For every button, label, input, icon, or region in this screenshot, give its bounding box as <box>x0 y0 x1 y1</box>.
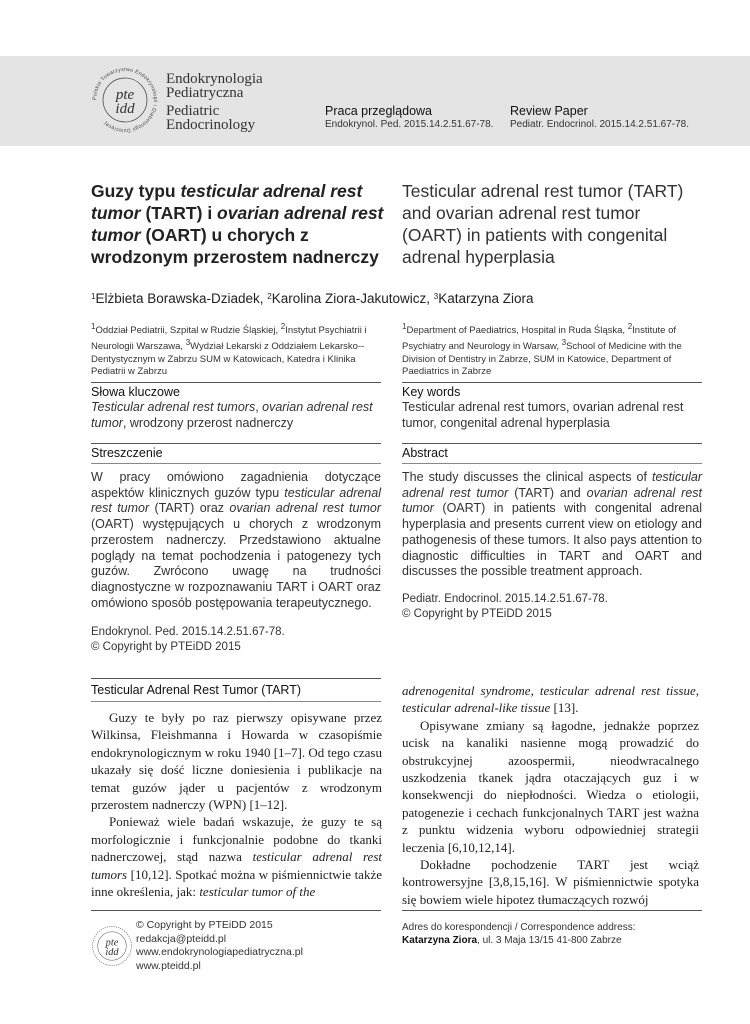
journal-name-en-1: Pediatric <box>166 103 220 119</box>
journal-seal-logo <box>88 63 162 137</box>
abstract-citation-en: Pediatr. Endocrinol. 2015.14.2.51.67-78. © Copyright by PTEiDD 2015 <box>402 593 608 620</box>
body-paragraph: Dokładne pochodzenie TART jest wciąż kontrowersyjne [3,8,15,16]. W piśmiennictwie spotyka się bowiem wiele hipotez tłumaczących rozwój <box>402 857 699 907</box>
footer-contact <box>136 919 303 973</box>
divider <box>91 382 381 383</box>
journal-name-pl-2: Pediatryczna <box>166 85 244 101</box>
keywords-heading-en: Key words <box>402 385 461 399</box>
body-paragraph: Ponieważ wiele badań wskazuje, że guzy te są morfologicznie i funkcjonalnie podobne do tkanki nadnerczowej, stąd nazwa testicular adrenal rest tumors [10,12]. Spotkać można w piśmiennictwie także inne określenia, jak: testicular tumor of the <box>91 814 382 900</box>
keywords-heading-pl: Słowa kluczowe <box>91 385 180 399</box>
title-pl: Guzy typu testicular adrenal rest tumor (TART) i ovarian adrenal rest tumor (OART) u chorych z wrodzonym przerostem nadnerczy <box>91 181 384 267</box>
divider <box>91 443 381 444</box>
keywords-body-pl: Testicular adrenal rest tumors, ovarian adrenal rest tumor, wrodzony przerost nadnerczy <box>91 400 373 430</box>
correspondence-label: Adres do korespondencji / Correspondence address: <box>402 922 636 933</box>
seal-ring-text: Polskie Towarzystwo Endokrynologii i Diabetologii Dziecięcej <box>91 66 159 134</box>
svg-text:idd: idd <box>115 101 135 117</box>
paper-citation-en: Pediatr. Endocrinol. 2015.14.2.51.67-78. <box>510 119 690 130</box>
body-paragraph: adrenogenital syndrome, testicular adrenal rest tissue, testicular adrenal-like tissue [13]. <box>402 683 699 716</box>
correspondence-address <box>402 921 635 947</box>
abstract-body-pl: W pracy omówiono zagadnienia dotyczące aspektów klinicznych guzów typu testicular adrenal rest tumor (TART) oraz ovarian adrenal rest tumor (OART) występujących u chorych z wrodzonym przerostem nadnerczy. Przedstawiono aktualne poglądy na temat pochodzenia i patogenezy tych guzów. Zwrócono uwagę na trudności diagnostyczne w rozpoznawaniu TART i OART oraz omówiono sposób postępowania terapeutycznego. <box>91 470 382 610</box>
divider <box>402 910 702 911</box>
svg-text:pte: pte <box>105 937 119 949</box>
paper-type-label-en: Review Paper <box>510 104 588 118</box>
paper-type-pl <box>325 104 493 130</box>
footer-copyright: © Copyright by PTEiDD 2015 <box>136 919 273 931</box>
correspondence-detail: Katarzyna Ziora, ul. 3 Maja 13/15 41-800 Zabrze <box>402 935 622 946</box>
footer-seal-logo <box>88 922 136 970</box>
svg-text:idd: idd <box>105 947 119 959</box>
divider <box>402 382 702 383</box>
journal-name-pl-1: Endokrynologia <box>166 71 263 87</box>
keywords-body-en: Testicular adrenal rest tumors, ovarian adrenal rest tumor, congenital adrenal hyperplasia <box>402 400 684 430</box>
abstract-body-en: The study discusses the clinical aspects of testicular adrenal rest tumor (TART) and ovarian adrenal rest tumor (OART) in patients with congenital adrenal hyperplasia and presents current view on etiology and pathogenesis of these tumors. It also pays attention to diagnostic difficulties in TART and OART and discusses the possible treatment approach. <box>402 470 703 579</box>
affiliations-en: $^1$Department of Paediatrics, Hospital in Ruda Śląska, $^2$Institute of Psychiatry and Neurology in Warsaw, $^3$School of Medicine with the Division of Dentistry in Zabrze, SUM in Katowice, Department of Paediatrics in Zabrze <box>402 322 682 378</box>
divider <box>91 678 381 679</box>
journal-name-en-2: Endocrinology <box>166 117 256 133</box>
paper-citation-pl: Endokrynol. Ped. 2015.14.2.51.67-78. <box>325 119 494 130</box>
divider <box>91 701 381 702</box>
footer-website[interactable]: www.endokrynologiapediatryczna.pl <box>136 946 303 959</box>
paper-type-en <box>510 104 689 130</box>
footer-website[interactable]: www.pteidd.pl <box>136 959 201 972</box>
authors: $^1$Elżbieta Borawska-Dziadek, $^2$Karolina Ziora-Jakutowicz, $^3$Katarzyna Ziora <box>91 291 534 306</box>
abstract-heading-pl: Streszczenie <box>91 446 163 460</box>
divider <box>402 463 702 464</box>
divider <box>402 443 702 444</box>
section-heading: Testicular Adrenal Rest Tumor (TART) <box>91 683 302 697</box>
svg-text:pte: pte <box>115 87 135 103</box>
divider <box>91 910 381 911</box>
footer-email[interactable]: redakcja@pteidd.pl <box>136 932 227 945</box>
body-column-right <box>402 682 699 908</box>
divider <box>91 463 381 464</box>
body-column-left <box>91 709 382 900</box>
paper-type-label-pl: Praca przeglądowa <box>325 104 433 118</box>
affiliations-pl: $^1$Oddział Pediatrii, Szpital w Rudzie Śląskiej, $^2$Instytut Psychiatrii i Neurologii Warszawa, $^3$Wydział Lekarski z Oddziałem Lekarsko--Dentystycznym w Zabrzu SUM w Katowicach, Katedra i Klinika Pediatrii w Zabrzu <box>91 322 367 378</box>
body-paragraph: Opisywane zmiany są łagodne, jednakże poprzez ucisk na kanaliki nasienne mogą prowadzić do obstrukcyjnej azoospermii, nieodwracalnego uszkodzenia tkanek jądra otaczających guz i w konsekwencji do niepłodności. Wiedza o etiologii, patogenezie i cechach funkcjonalnych TART jest ważna z punktu widzenia wyboru odpowiedniej strategii leczenia [6,10,12,14]. <box>402 717 699 855</box>
title-en: Testicular adrenal rest tumor (TART) and ovarian adrenal rest tumor (OART) in patients with congenital adrenal hyperplasia <box>402 181 684 267</box>
body-paragraph: Guzy te były po raz pierwszy opisywane przez Wilkinsa, Fleishmanna i Howarda w czasopiśmie endokrynologicznym w roku 1940 [1–7]. Od tego czasu ukazały się dość liczne doniesienia i publikacje na temat guzów jąder u pacjentów z wrodzonym przerostem nadnerczy (WPN) [1–12]. <box>91 710 382 813</box>
journal-name <box>166 72 263 132</box>
abstract-citation-pl: Endokrynol. Ped. 2015.14.2.51.67-78. © Copyright by PTEiDD 2015 <box>91 626 285 653</box>
abstract-heading-en: Abstract <box>402 446 448 460</box>
